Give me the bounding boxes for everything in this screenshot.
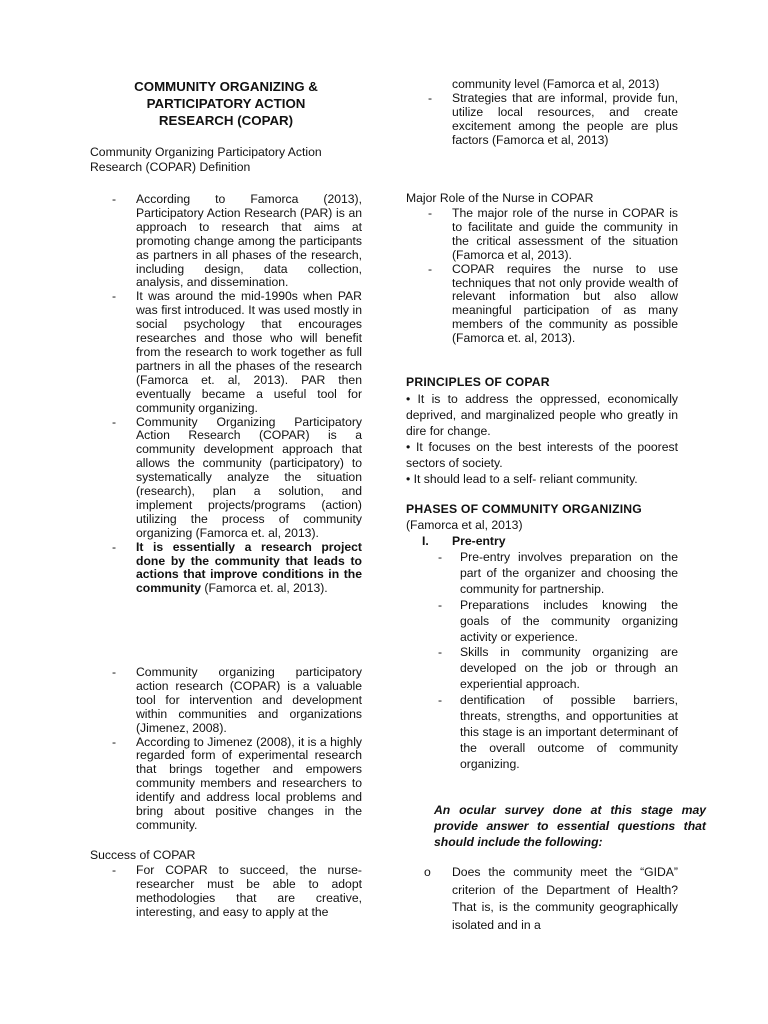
- list-item: [90, 541, 362, 597]
- list-item: o Does the community meet the “GIDA” criterion of the Department of Health? That is, is the community geographically isolated and in a: [406, 864, 678, 934]
- title-line: COMMUNITY ORGANIZING &: [134, 79, 318, 94]
- principles-section: [406, 391, 678, 487]
- nurse-role-section: [406, 207, 678, 346]
- list-item: - According to Famorca (2013), Participatory Action Research (PAR) is an approach to research that aims at promoting change among the participants as partners in all phases of the research, including design, data collection, analysis, and dissemination.: [90, 193, 362, 290]
- success-section: [90, 864, 362, 920]
- list-item: - Skills in community organizing are developed on the job or through an experiential approach.: [406, 645, 678, 693]
- list-item: - According to Jimenez (2008), it is a highly regarded form of experimental research that brings together and empowers community members and researchers to identify and address local problems and bring about positive changes in the community.: [90, 736, 362, 833]
- list-item: - Strategies that are informal, provide fun, utilize local resources, and create excitement among the people are plus factors (Famorca et al, 2013): [406, 92, 678, 148]
- list-item: - Preparations includes knowing the goals of the community organizing activity or experience.: [406, 598, 678, 646]
- list-item: - Community Organizing Participatory Action Research (COPAR) is a community development approach that allows the community (participatory) to systematically analyze the situation (research), plan a solution, and implement projects/programs (action) utilizing the process of community organizing (Famorca et. al, 2013).: [90, 416, 362, 541]
- title-line: RESEARCH (COPAR): [158, 113, 294, 128]
- continued-list: [406, 78, 678, 148]
- document-title: [90, 78, 362, 129]
- nurse-role-list: [406, 207, 678, 346]
- citation-text: (Famorca et. al, 2013).: [201, 581, 328, 596]
- survey-list: [406, 864, 678, 934]
- list-item: - For COPAR to succeed, the nurse-researcher must be able to adopt methodologies that are creative, interesting, and easy to apply at the: [90, 864, 362, 920]
- phase-label: Pre-entry: [452, 534, 506, 548]
- principle-item: • It should lead to a self- reliant community.: [406, 472, 638, 486]
- definition-section: [90, 193, 362, 596]
- nurse-role-heading: Major Role of the Nurse in COPAR: [406, 191, 594, 205]
- list-item: - Pre-entry involves preparation on the part of the organizer and choosing the community for partnership.: [406, 550, 678, 598]
- principle-item: • It focuses on the best interests of the poorest sectors of society.: [406, 440, 678, 470]
- continued-text: community level (Famorca et al, 2013): [452, 77, 660, 91]
- principles-heading: PRINCIPLES OF COPAR: [406, 375, 550, 389]
- principle-item: • It is to address the oppressed, economically deprived, and marginalized people who greatly in dire for change.: [406, 392, 678, 438]
- title-line: PARTICIPATORY ACTION: [146, 96, 306, 111]
- list-item: - The major role of the nurse in COPAR is to facilitate and guide the community in the critical assessment of the situation (Famorca et al, 2013).: [406, 207, 678, 263]
- phase-number: I.: [422, 534, 429, 548]
- phase-heading: [406, 534, 678, 549]
- survey-section: [406, 864, 678, 934]
- definition-heading: Community Organizing Participatory Action Research (COPAR) Definition: [90, 145, 322, 174]
- list-item: [406, 78, 678, 92]
- phases-source: (Famorca et al, 2013): [406, 518, 523, 532]
- phase-list: [406, 550, 678, 773]
- phases-heading: PHASES OF COMMUNITY ORGANIZING: [406, 502, 642, 516]
- phase-section: [406, 550, 678, 773]
- list-item: - It was around the mid-1990s when PAR was first introduced. It was used mostly in social psychology that encourages researches and those who will benefit from the research to work together as full partners in all the phases of the research (Famorca et. al, 2013). PAR then eventually became a useful tool for community organizing.: [90, 290, 362, 415]
- survey-question: An ocular survey done at this stage may provide answer to essential questions that should include the following:: [434, 803, 706, 849]
- list-item: - Community organizing participatory action research (COPAR) is a valuable tool for intervention and development within communities and organizations (Jimenez, 2008).: [90, 666, 362, 736]
- definition-list-2: [90, 666, 362, 833]
- continued-section: [406, 78, 678, 148]
- success-list: [90, 864, 362, 920]
- list-item: - dentification of possible barriers, threats, strengths, and opportunities at this stage is an important determinant of the overall outcome of community organizing.: [406, 693, 678, 773]
- list-item: - COPAR requires the nurse to use techniques that not only provide wealth of relevant information but also allow meaningful participation of as many members of the community as possible (Famorca et. al, 2013).: [406, 263, 678, 346]
- emphasis-text: It is essentially a research project done by the community that leads to actions that improve conditions in the community: [136, 539, 362, 596]
- definition-list: [90, 193, 362, 596]
- success-heading: Success of COPAR: [90, 848, 196, 862]
- definition-section-continued: [90, 666, 362, 833]
